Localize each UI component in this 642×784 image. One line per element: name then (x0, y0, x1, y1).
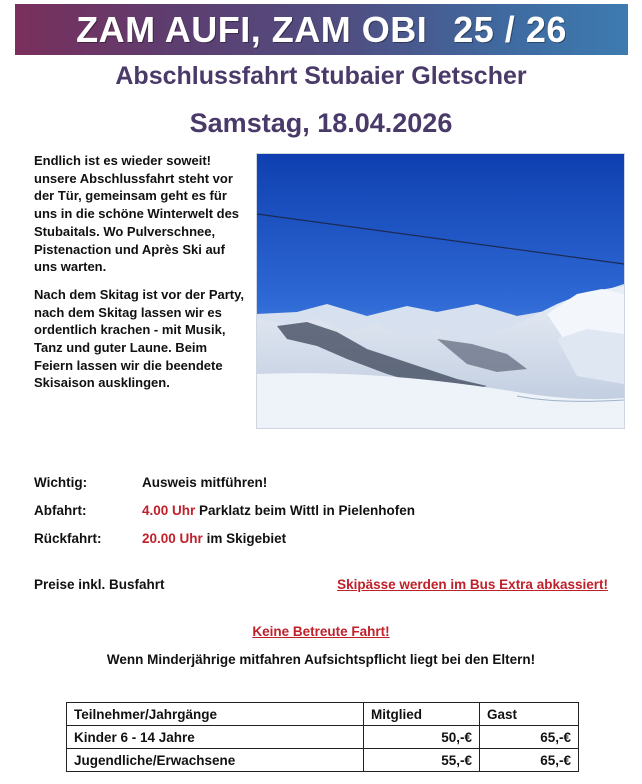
info-important (34, 475, 267, 490)
row-group: Kinder 6 - 14 Jahre (67, 726, 364, 749)
info-departure (34, 503, 415, 518)
row-guest-price: 65,-€ (480, 749, 579, 772)
row-member-price: 55,-€ (364, 749, 480, 772)
table-header-row (67, 703, 579, 726)
price-note: Preise inkl. Busfahrt (34, 577, 165, 592)
departure-time: 4.00 Uhr (142, 503, 196, 518)
glacier-photo (256, 153, 625, 429)
banner-title: ZAM AUFI, ZAM OBI (76, 9, 428, 50)
table-row (67, 749, 579, 772)
event-date: Samstag, 18.04.2026 (189, 108, 453, 138)
table-row (67, 726, 579, 749)
title-banner (15, 4, 628, 55)
info-return (34, 531, 286, 546)
departure-label: Abfahrt: (34, 503, 87, 518)
row-group: Jugendliche/Erwachsene (67, 749, 364, 772)
header-participants: Teilnehmer/Jahrgänge (67, 703, 364, 726)
return-time: 20.00 Uhr (142, 531, 203, 546)
mountain-landscape-image (257, 154, 624, 428)
header-guest: Gast (480, 703, 579, 726)
row-guest-price: 65,-€ (480, 726, 579, 749)
skipass-note: Skipässe werden im Bus Extra abkassiert! (337, 577, 608, 592)
intro-paragraph-1: Endlich ist es wieder soweit! unsere Abschlussfahrt steht vor der Tür, gemeinsam geht es für uns in die schöne Winterwelt des Stubaitals. Wo Pulverschnee, Pistenaction und Après Ski auf uns warten. (34, 153, 240, 275)
row-member-price: 50,-€ (364, 726, 480, 749)
intro-paragraph-2: Nach dem Skitag ist vor der Party, nach dem Skitag lassen wir es ordentlich krachen - mit Musik, Tanz und guter Laune. Beim Feiern lassen wir die beendete Skisaison ausklingen. (34, 286, 244, 391)
event-subtitle: Abschlussfahrt Stubaier Gletscher (115, 62, 527, 90)
return-label: Rückfahrt: (34, 531, 102, 546)
header-member: Mitglied (364, 703, 480, 726)
important-value: Ausweis mitführen! (142, 475, 268, 490)
intro-text (34, 152, 246, 402)
important-label: Wichtig: (34, 475, 88, 490)
return-place: im Skigebiet (206, 531, 287, 546)
no-supervision-note: Keine Betreute Fahrt! (252, 624, 390, 639)
price-table (66, 702, 579, 772)
banner-season: 25 / 26 (453, 9, 567, 50)
departure-place: Parklatz beim Wittl in Pielenhofen (199, 503, 415, 518)
minors-note: Wenn Minderjährige mitfahren Aufsichtspflicht liegt bei den Eltern! (106, 652, 536, 667)
